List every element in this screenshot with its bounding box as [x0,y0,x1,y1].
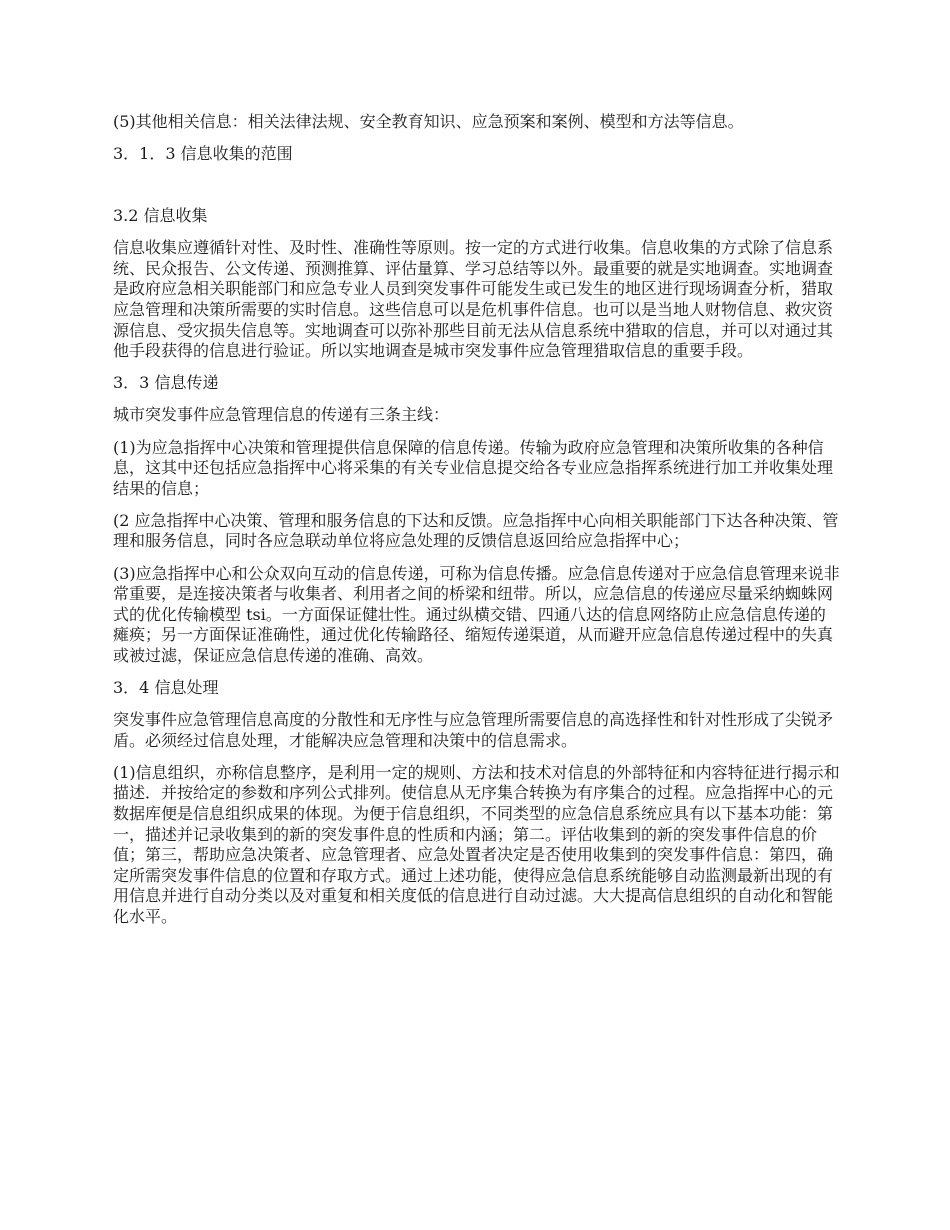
section-spacer [113,176,841,206]
document-page [113,112,841,939]
heading-3-2: 3.2 信息收集 [113,206,208,226]
para-info-collection: 信息收集应遵循针对性、及时性、准确性等原则。按一定的方式进行收集。信息收集的方式除了信息系统、民众报告、公文传递、预测推算、评估量算、学习总结等以外。最重要的就是实地调查。实地调查是政府应急相关职能部门和应急专业人员到突发事件可能发生或已发生的地区进行现场调查分析，猎取应急管理和决策所需要的实时信息。这些信息可以是危机事件信息。也可以是当地人财物信息、救灾资源信息、受灾损失信息等。实地调查可以弥补那些目前无法从信息系统中猎取的信息，并可以对通过其他手段获得的信息进行验证。所以实地调查是城市突发事件应急管理猎取信息的重要手段。 [113,238,834,361]
heading-3-3: 3．3 信息传递 [113,373,219,393]
heading-3-1-3: 3．1．3 信息收集的范围 [113,144,293,164]
para-transmission-1: (1)为应急指挥中心决策和管理提供信息保障的信息传递。传输为政府应急管理和决策所收集的各种信息，这其中还包括应急指挥中心将采集的有关专业信息提交给各专业应急指挥系统进行加工并收集处理结果的信息； [113,437,834,498]
para-transmission-2: (2 应急指挥中心决策、管理和服务信息的下达和反馈。应急指挥中心向相关职能部门下达各种决策、管理和服务信息，同时各应急联动单位将应急处理的反馈信息返回给应急指挥中心； [113,510,839,551]
para-processing-intro: 突发事件应急管理信息高度的分散性和无序性与应急管理所需要信息的高选择性和针对性形成了尖锐矛盾。必须经过信息处理，才能解决应急管理和决策中的信息需求。 [113,710,834,750]
para-transmission-3: (3)应急指挥中心和公众双向互动的信息传递，可称为信息传播。应急信息传递对于应急信息管理来说非常重要，是连接决策者与收集者、利用者之间的桥梁和纽带。所以，应急信息的传递应尽量采纳蜘蛛网式的优化传输模型 tsi。一方面保证健壮性。通过纵横交错、四通八达的信息网络防止应急信息传递的瘫痪；另一方面保证准确性，通过优化传输路径、缩短传递渠道，从而避开应急信息传递过程中的失真或被过滤，保证应急信息传递的准确、高效。 [113,563,840,665]
para-transmission-intro: 城市突发事件应急管理信息的传递有三条主线： [113,405,450,425]
heading-3-4: 3．4 信息处理 [113,677,219,697]
para-processing-1: (1)信息组织，亦称信息整序，是利用一定的规则、方法和技术对信息的外部特征和内容特征进行揭示和描述．并按给定的参数和序列公式排列。使信息从无序集合转换为有序集合的过程。应急指挥中心的元数据库便是信息组织成果的体现。为便于信息组织，不同类型的应急信息系统应具有以下基本功能：第一，描述并记录收集到的新的突发事件息的性质和内涵；第二。评估收集到的新的突发事件信息的价值；第三，帮助应急决策者、应急管理者、应急处置者决定是否使用收集到的突发事件信息：第四，确定所需突发事件信息的位置和存取方式。通过上述功能，使得应急信息系统能够自动监测最新出现的有用信息并进行自动分类以及对重复和相关度低的信息进行自动过滤。大大提高信息组织的自动化和智能化水平。 [113,762,840,926]
para-other-info: (5)其他相关信息：相关法律法规、安全教育知识、应急预案和案例、模型和方法等信息。 [113,112,744,131]
